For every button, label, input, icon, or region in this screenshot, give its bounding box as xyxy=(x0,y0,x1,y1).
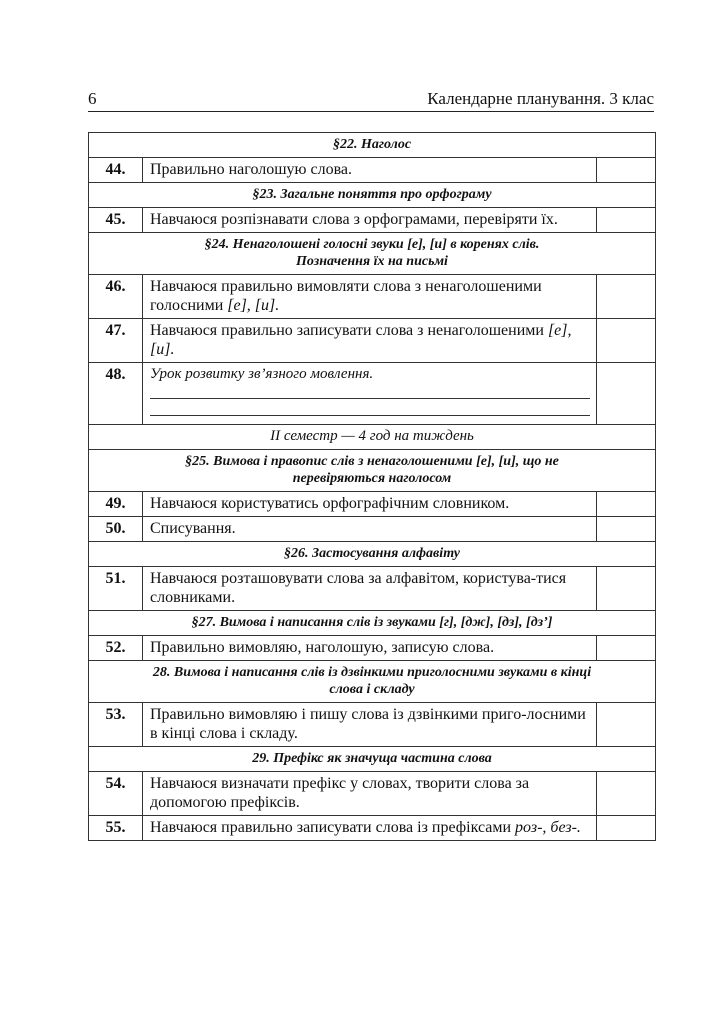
date-cell xyxy=(597,158,656,183)
section-title-line: §24. Ненаголошені голосні звуки [е], [и] в коренях слів. xyxy=(204,237,540,252)
lesson-text: Навчаюся правильно вимовляти слова з ненаголошеними голосними [е], [и]. xyxy=(143,275,597,319)
writing-line xyxy=(150,384,590,399)
date-cell xyxy=(597,319,656,363)
section-title xyxy=(89,450,656,492)
lesson-row xyxy=(89,567,656,611)
page-number: 6 xyxy=(88,89,97,108)
date-cell xyxy=(597,492,656,517)
lesson-number: 45. xyxy=(89,208,143,233)
section-row xyxy=(89,133,656,158)
section-row xyxy=(89,183,656,208)
semester-row xyxy=(89,425,656,450)
lesson-row xyxy=(89,636,656,661)
section-title-line: Позначення їх на письмі xyxy=(296,254,448,269)
lesson-text: Навчаюся правильно записувати слова з ненаголошеними [е], [и]. xyxy=(143,319,597,363)
lesson-number: 50. xyxy=(89,517,143,542)
date-cell xyxy=(597,772,656,816)
section-row xyxy=(89,542,656,567)
section-row xyxy=(89,747,656,772)
lesson-text: Списування. xyxy=(143,517,597,542)
lesson-row xyxy=(89,492,656,517)
lesson-text: Правильно наголошую слова. xyxy=(143,158,597,183)
lesson-text: Урок розвитку зв’язного мовлення. xyxy=(143,363,597,425)
lesson-row xyxy=(89,816,656,841)
section-title: §22. Наголос xyxy=(89,133,656,158)
section-title xyxy=(89,233,656,275)
date-cell xyxy=(597,275,656,319)
date-cell xyxy=(597,517,656,542)
lesson-row xyxy=(89,319,656,363)
section-row xyxy=(89,611,656,636)
writing-line xyxy=(150,399,590,416)
section-title-line: слова і складу xyxy=(329,682,415,697)
section-title-line: 28. Вимова і написання слів із дзвінкими приголосними звуками в кінці xyxy=(152,665,592,680)
lesson-text: Навчаюся визначати префікс у словах, творити слова за допомогою префіксів. xyxy=(143,772,597,816)
lesson-text: Правильно вимовляю і пишу слова із дзвінкими приго-лосними в кінці слова і складу. xyxy=(143,703,597,747)
lesson-number: 49. xyxy=(89,492,143,517)
lesson-row xyxy=(89,158,656,183)
running-title: Календарне планування. 3 клас xyxy=(427,89,654,108)
date-cell xyxy=(597,816,656,841)
section-title-line: §25. Вимова і правопис слів з ненаголошеними [е], [и], що не xyxy=(185,454,559,469)
lesson-row xyxy=(89,208,656,233)
lesson-text: Правильно вимовляю, наголошую, записую слова. xyxy=(143,636,597,661)
lesson-row xyxy=(89,517,656,542)
lesson-number: 46. xyxy=(89,275,143,319)
lesson-number: 44. xyxy=(89,158,143,183)
date-cell xyxy=(597,567,656,611)
section-title-line: перевіряються наголосом xyxy=(292,471,452,486)
lesson-row xyxy=(89,703,656,747)
section-title xyxy=(89,661,656,703)
date-cell xyxy=(597,363,656,425)
lesson-number: 52. xyxy=(89,636,143,661)
section-row xyxy=(89,661,656,703)
semester-title: ІІ семестр — 4 год на тиждень xyxy=(89,425,656,450)
lesson-row xyxy=(89,275,656,319)
lesson-number: 51. xyxy=(89,567,143,611)
page-header xyxy=(88,87,654,112)
lesson-number: 55. xyxy=(89,816,143,841)
section-title: §26. Застосування алфавіту xyxy=(89,542,656,567)
lesson-text: Навчаюся розпізнавати слова з орфограмами, перевіряти їх. xyxy=(143,208,597,233)
section-title: §27. Вимова і написання слів із звуками [г], [дж], [дз], [дз’] xyxy=(89,611,656,636)
lesson-number: 47. xyxy=(89,319,143,363)
section-row xyxy=(89,450,656,492)
lesson-row xyxy=(89,363,656,425)
date-cell xyxy=(597,208,656,233)
lesson-text: Навчаюся користуватись орфографічним словником. xyxy=(143,492,597,517)
section-title: §23. Загальне поняття про орфограму xyxy=(89,183,656,208)
section-row xyxy=(89,233,656,275)
lesson-number: 53. xyxy=(89,703,143,747)
lesson-text: Навчаюся розташовувати слова за алфавітом, користува-тися словниками. xyxy=(143,567,597,611)
date-cell xyxy=(597,703,656,747)
date-cell xyxy=(597,636,656,661)
lesson-plan-table xyxy=(88,132,656,841)
section-title: 29. Префікс як значуща частина слова xyxy=(89,747,656,772)
lesson-row xyxy=(89,772,656,816)
lesson-number: 48. xyxy=(89,363,143,425)
lesson-text: Навчаюся правильно записувати слова із префіксами роз-, без-. xyxy=(143,816,597,841)
lesson-number: 54. xyxy=(89,772,143,816)
